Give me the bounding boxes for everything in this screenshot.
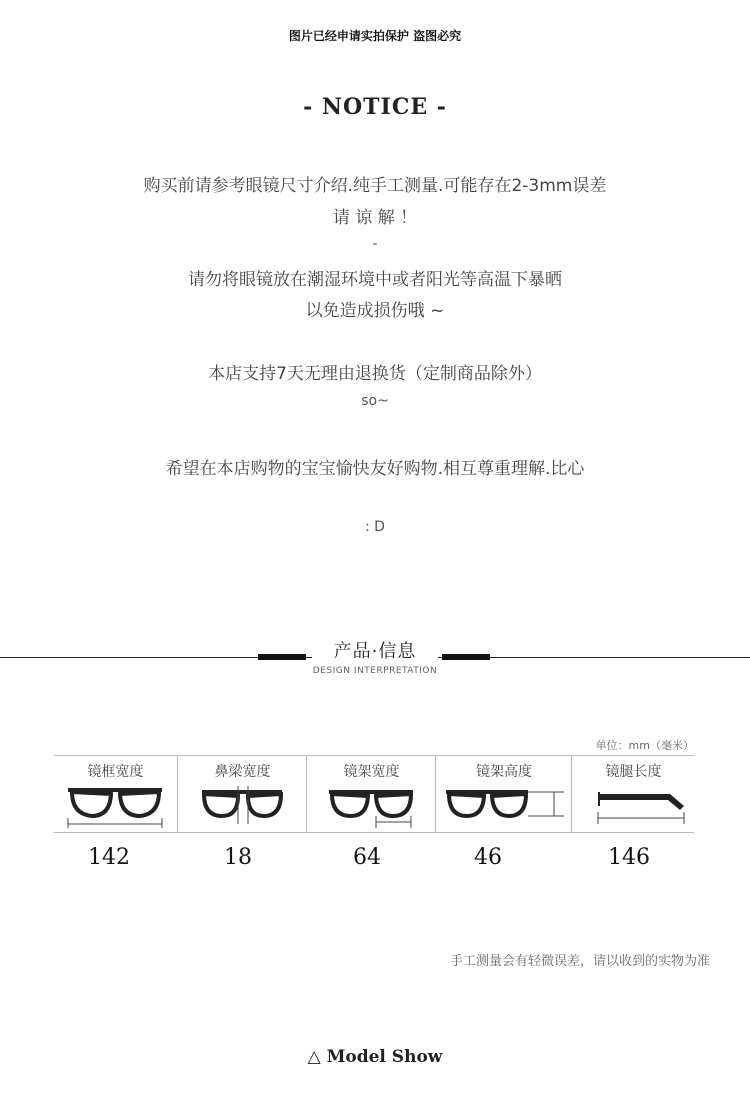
spec-cell-lens-height [435,756,572,832]
frame-width-icon [54,784,177,828]
model-show-heading: △ Model Show [307,1047,443,1067]
spec-value-lens-width: 64 [353,845,381,870]
section-subtitle: DESIGN INTERPRETATION [312,666,438,676]
section-title: 产品·信息 [312,637,438,663]
spec-label: 镜架高度 [476,764,532,780]
copyright-notice: 图片已经申请实拍保护 盗图必究 [288,29,462,43]
divider-bar-right [442,654,490,660]
notice-line: 请勿将眼镜放在潮湿环境中或者阳光等高温下暴晒 [188,270,562,290]
spec-label: 鼻梁宽度 [214,764,271,780]
spec-cell-bridge-width [177,756,307,832]
spec-table [54,755,694,833]
spec-cell-lens-width [306,756,436,832]
notice-title: - NOTICE - [303,94,447,120]
spec-cell-temple-length [571,756,695,832]
spec-label: 镜腿长度 [605,764,662,780]
lens-width-icon [307,784,436,828]
bridge-width-icon [178,784,307,828]
notice-line: : D [365,519,385,535]
spec-value-frame-width: 142 [88,845,130,870]
spec-value-bridge-width: 18 [224,845,252,870]
spec-cell-frame-width [54,756,177,832]
notice-line: 以免造成损伤哦 ~ [305,301,445,321]
spec-label: 镜框宽度 [87,764,144,780]
notice-line: - [372,236,378,252]
measurement-note: 手工测量会有轻微误差，请以收到的实物为准 [449,954,710,969]
notice-line: 请 谅 解 ！ [332,208,418,228]
temple-length-icon [572,784,695,828]
spec-label: 镜架宽度 [343,764,400,780]
divider-bar-left [258,654,306,660]
spec-value-temple-length: 146 [608,845,650,870]
spec-value-lens-height: 46 [474,845,502,870]
notice-line: 希望在本店购物的宝宝愉快友好购物.相互尊重理解.比心 [165,459,585,479]
notice-line: so~ [361,393,389,409]
notice-line: 本店支持7天无理由退换货（定制商品除外） [208,364,542,384]
unit-label: 单位：mm（毫米） [595,739,694,752]
notice-line: 购买前请参考眼镜尺寸介绍.纯手工测量.可能存在2-3mm误差 [143,176,607,196]
lens-height-icon [436,784,572,828]
